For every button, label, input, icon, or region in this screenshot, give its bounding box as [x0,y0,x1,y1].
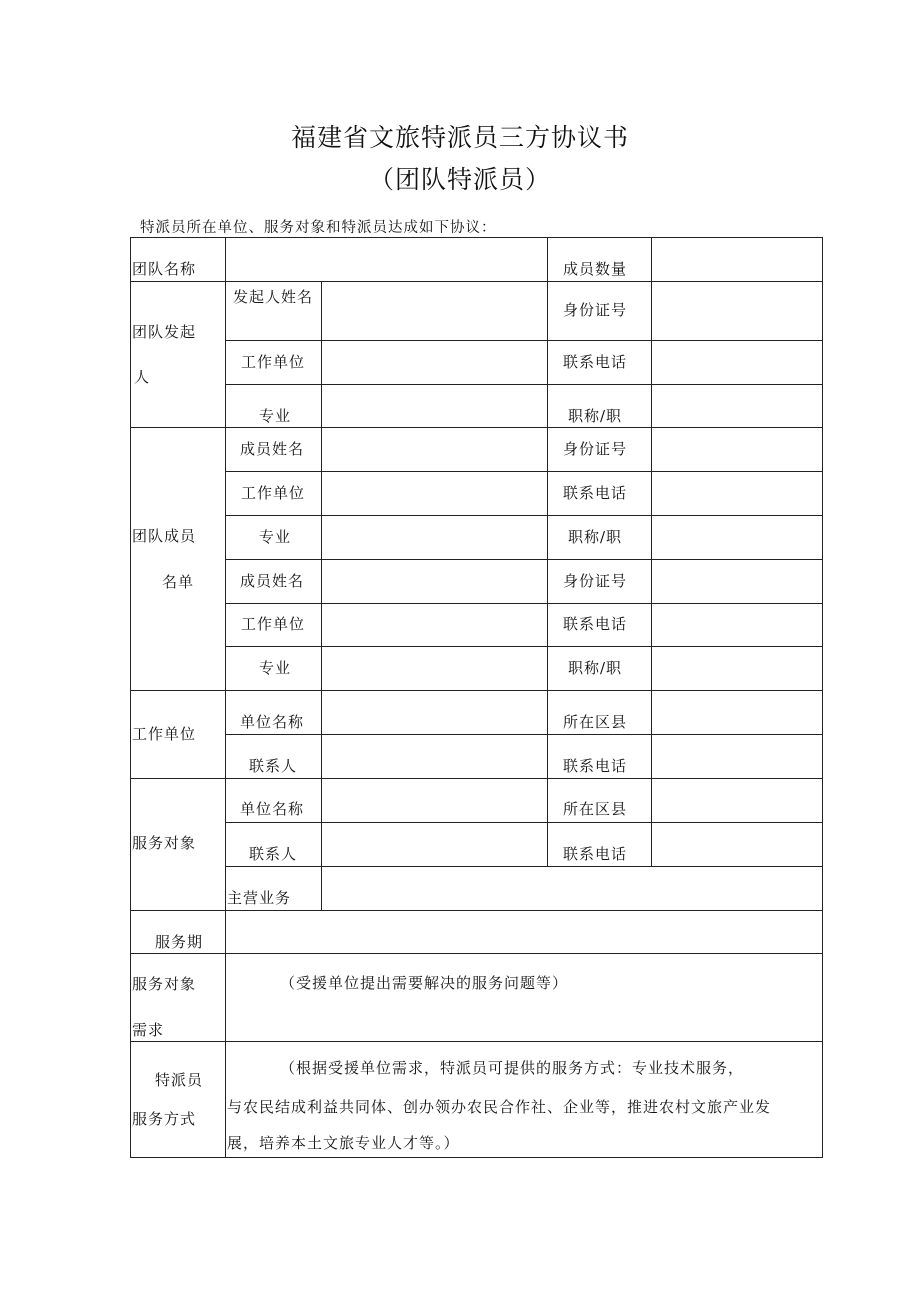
service-mode-text-line2: 与农民结成利益共同体、创办领办农民合作社、企业等，推进农村文旅产业发 [227,1098,772,1116]
team-name-label: 团队名称 [132,260,197,278]
agreement-form-table [130,237,823,1158]
initiator-group-label-line2: 人 [134,368,151,386]
needs-label-line2: 需求 [132,1021,165,1039]
grid-line [225,340,823,341]
document-subtitle: （团队特派员） [368,165,551,194]
employer-contact-label: 联系人 [249,757,298,775]
grid-line [130,690,823,691]
target-phone-label: 联系电话 [563,845,628,863]
employer-district-label: 所在区县 [563,713,628,731]
grid-line [130,281,823,282]
grid-line [130,910,823,911]
service-target-group-label: 服务对象 [132,834,197,852]
target-district-label: 所在区县 [563,800,628,818]
grid-line [225,471,823,472]
grid-line [225,384,823,385]
target-main-business-label: 主营业务 [227,889,292,907]
employer-unit-name-label: 单位名称 [240,713,305,731]
grid-line [225,646,823,647]
initiator-phone-label: 联系电话 [563,353,628,371]
service-mode-label-line1: 特派员 [155,1071,204,1089]
member1-work-unit-label: 工作单位 [241,484,306,502]
intro-text: 特派员所在单位、服务对象和特派员达成如下协议： [140,220,497,236]
grid-line [651,237,652,866]
document-title: 福建省文旅特派员三方协议书 [290,123,629,152]
initiator-id-label: 身份证号 [563,301,628,319]
member1-title-label: 职称/职 [568,528,623,546]
needs-content: （受援单位提出需要解决的服务问题等） [280,974,569,992]
grid-line [130,237,823,238]
member2-work-unit-label: 工作单位 [241,615,306,633]
grid-line [225,866,823,867]
grid-line [225,559,823,560]
grid-line [547,237,548,866]
initiator-title-label: 职称/职 [568,407,623,425]
initiator-major-label: 专业 [259,407,292,425]
member2-major-label: 专业 [259,659,292,677]
grid-line [130,427,823,428]
grid-line [225,237,226,1158]
member-count-label: 成员数量 [563,260,628,278]
initiator-name-label: 发起人姓名 [233,288,314,306]
members-group-label-line1: 团队成员 [132,527,197,545]
service-mode-label-line2: 服务方式 [132,1110,197,1128]
grid-line [130,237,131,1158]
grid-line [225,734,823,735]
member2-title-label: 职称/职 [568,659,623,677]
grid-line [225,822,823,823]
member1-major-label: 专业 [259,528,292,546]
initiator-work-unit-label: 工作单位 [241,353,306,371]
service-period-label: 服务期 [155,933,204,951]
grid-line [321,281,322,910]
member2-name-label: 成员姓名 [240,572,305,590]
service-mode-text-line3: 展，培养本土文旅专业人才等。） [227,1134,460,1152]
member2-phone-label: 联系电话 [563,615,628,633]
needs-label-line1: 服务对象 [132,975,197,993]
grid-line [130,953,823,954]
employer-group-label: 工作单位 [132,725,197,743]
member1-phone-label: 联系电话 [563,484,628,502]
target-unit-name-label: 单位名称 [240,800,305,818]
target-contact-label: 联系人 [249,845,298,863]
grid-line [822,237,823,1158]
grid-line [130,778,823,779]
member1-id-label: 身份证号 [563,440,628,458]
member2-id-label: 身份证号 [563,572,628,590]
grid-line [130,1157,823,1158]
grid-line [225,515,823,516]
grid-line [225,603,823,604]
grid-line [130,1041,823,1042]
employer-phone-label: 联系电话 [563,757,628,775]
members-group-label-line2: 名单 [162,573,195,591]
service-mode-text-line1: （根据受援单位需求，特派员可提供的服务方式：专业技术服务， [280,1059,745,1077]
initiator-group-label-line1: 团队发起 [132,323,197,341]
member1-name-label: 成员姓名 [240,440,305,458]
